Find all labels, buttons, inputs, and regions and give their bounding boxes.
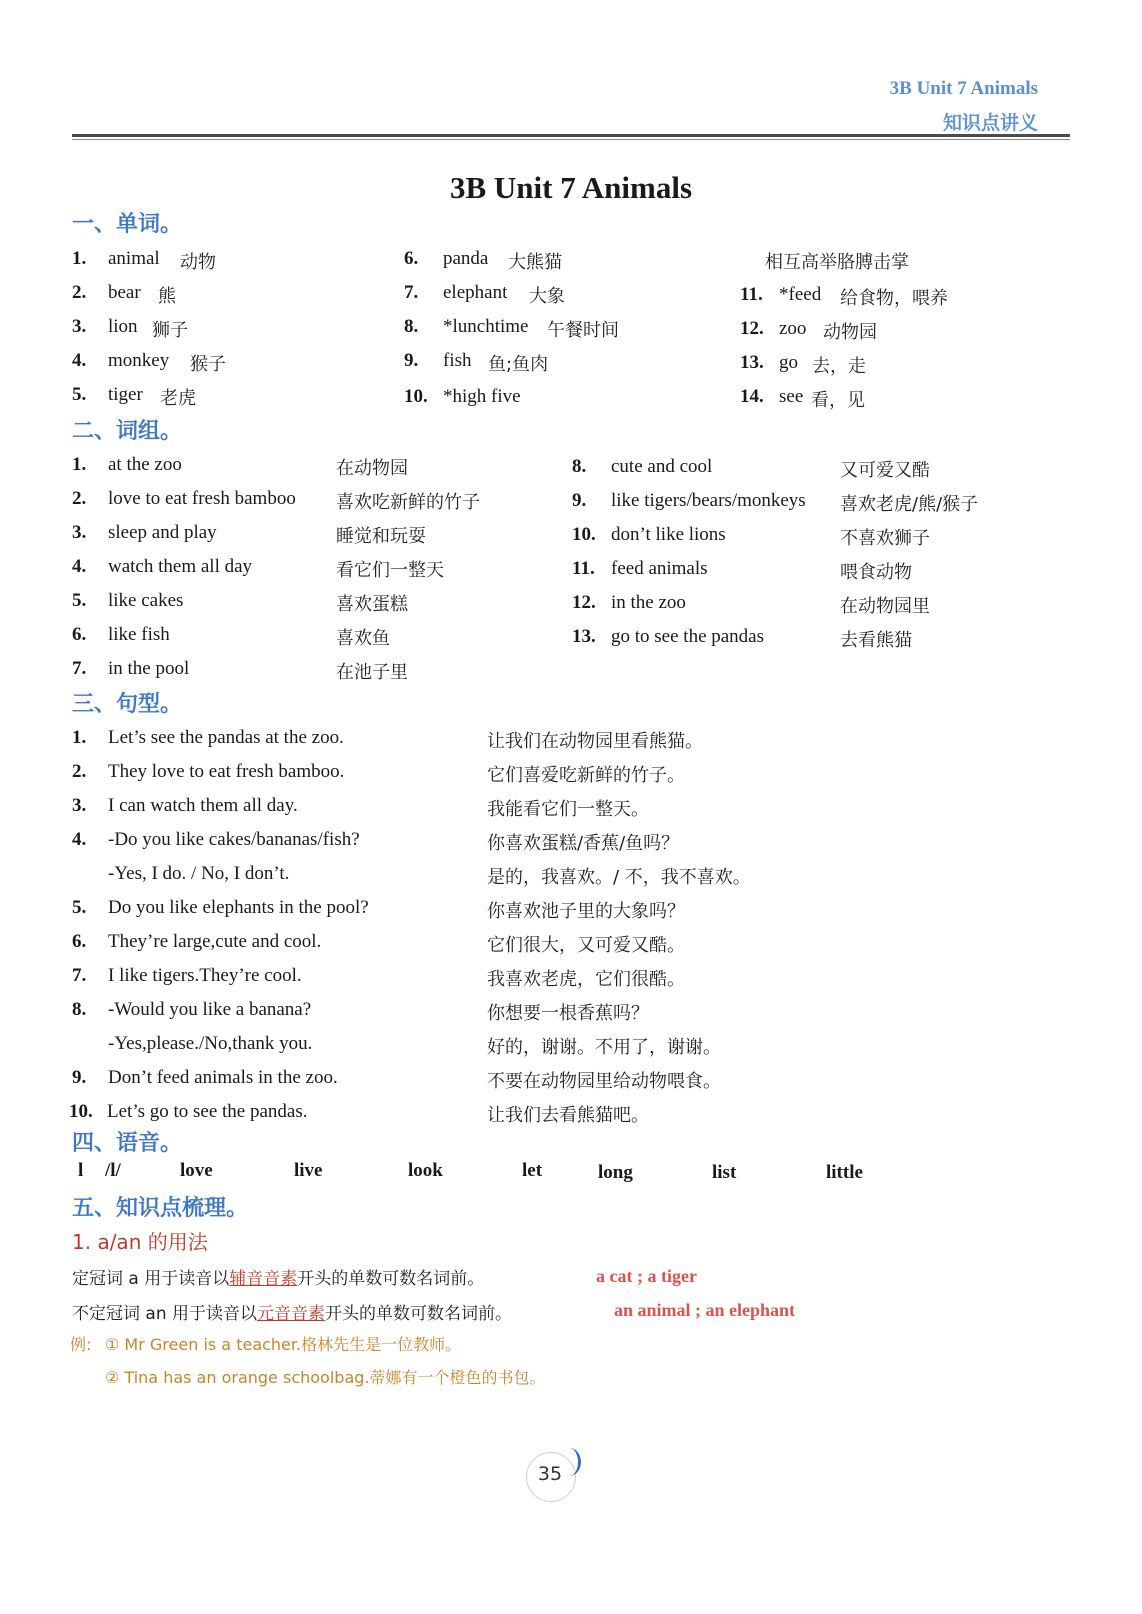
point-title: 1. a/an 的用法 xyxy=(72,1230,208,1254)
word-en: zoo xyxy=(779,318,807,339)
word-zh: 狮子 xyxy=(152,320,188,341)
sentence-en: -Do you like cakes/bananas/fish? xyxy=(108,829,360,850)
phrase-en: like tigers/bears/monkeys xyxy=(611,490,806,511)
phrase-en: in the zoo xyxy=(611,592,686,613)
rule-an-underline: 元音音素 xyxy=(257,1304,325,1324)
word-en: go xyxy=(779,352,798,373)
sentence-en: Don’t feed animals in the zoo. xyxy=(108,1067,338,1088)
phonics-word: look xyxy=(408,1160,443,1181)
phonics-sound: /l/ xyxy=(105,1160,121,1181)
example-1: ① Mr Green is a teacher.格林先生是一位教师。 xyxy=(105,1335,462,1354)
word-en: see xyxy=(779,386,804,407)
sentence-zh: 我能看它们一整天。 xyxy=(487,799,649,820)
rule-a xyxy=(72,1264,484,1289)
word-en: animal xyxy=(108,248,160,269)
sentence-num: 7. xyxy=(72,965,87,986)
word-zh: 老虎 xyxy=(160,388,196,409)
section-phrases-heading: 二、词组。 xyxy=(72,419,183,444)
rule-a-example: a cat ; a tiger xyxy=(596,1266,697,1286)
phrase-num: 4. xyxy=(72,556,87,577)
page-title: 3B Unit 7 Animals xyxy=(449,170,693,205)
header-subtitle: 知识点讲义 xyxy=(942,112,1038,134)
sentence-zh: 它们很大，又可爱又酷。 xyxy=(487,935,685,956)
phrase-en: feed animals xyxy=(611,558,708,579)
word-zh: 相互高举胳膊击掌 xyxy=(765,252,909,273)
word-num: 2. xyxy=(72,282,87,303)
header-rule xyxy=(72,134,1070,137)
phrase-num: 10. xyxy=(572,524,596,545)
phrase-en: love to eat fresh bamboo xyxy=(108,488,296,509)
section-knowledge-heading: 五、知识点梳理。 xyxy=(72,1196,249,1221)
rule-an xyxy=(72,1299,512,1324)
phrase-en: at the zoo xyxy=(108,454,182,475)
section-sentences-heading: 三、句型。 xyxy=(72,692,183,717)
phrase-en: sleep and play xyxy=(108,522,217,543)
sentence-en: -Yes, I do. / No, I don’t. xyxy=(108,863,290,884)
sentence-num: 8. xyxy=(72,999,87,1020)
sentence-en: Do you like elephants in the pool? xyxy=(108,897,369,918)
phonics-word: let xyxy=(522,1160,543,1181)
phrase-num: 13. xyxy=(572,626,596,647)
sentence-zh: 它们喜爱吃新鲜的竹子。 xyxy=(487,765,685,786)
phrase-zh: 看它们一整天 xyxy=(336,560,444,581)
word-en: panda xyxy=(443,248,489,269)
sentence-zh: 是的，我喜欢。/ 不，我不喜欢。 xyxy=(487,867,751,888)
rule-a-before: 定冠词 a 用于读音以 xyxy=(72,1269,230,1289)
phrase-en: like cakes xyxy=(108,590,184,611)
word-zh: 鱼;鱼肉 xyxy=(488,354,549,375)
phrase-num: 6. xyxy=(72,624,87,645)
word-zh: 动物 xyxy=(180,252,216,273)
phrase-num: 7. xyxy=(72,658,87,679)
sentence-zh: 你喜欢蛋糕/香蕉/鱼吗？ xyxy=(487,833,680,854)
word-num: 13. xyxy=(740,352,764,373)
sentence-num: 2. xyxy=(72,761,87,782)
sentence-en: -Would you like a banana? xyxy=(108,999,312,1020)
word-zh: 熊 xyxy=(158,286,176,307)
sentence-zh: 不要在动物园里给动物喂食。 xyxy=(487,1071,721,1092)
word-num: 3. xyxy=(72,316,87,337)
phrase-zh: 喜欢蛋糕 xyxy=(336,594,408,615)
header-rule-thin xyxy=(72,139,1070,140)
phrase-num: 12. xyxy=(572,592,596,613)
phonics-word: live xyxy=(294,1160,323,1181)
phrase-zh: 去看熊猫 xyxy=(840,630,912,651)
word-zh: 大熊猫 xyxy=(508,252,562,273)
word-en: fish xyxy=(443,350,472,371)
word-num: 7. xyxy=(404,282,419,303)
section-words-heading: 一、单词。 xyxy=(72,212,183,237)
section-phonics-heading: 四、语音。 xyxy=(72,1131,183,1156)
phrase-en: cute and cool xyxy=(611,456,713,477)
phrase-num: 2. xyxy=(72,488,87,509)
word-zh: 去，走 xyxy=(812,356,866,377)
word-en: *feed xyxy=(779,284,822,305)
phrase-zh: 睡觉和玩耍 xyxy=(336,526,426,547)
sentence-num: 3. xyxy=(72,795,87,816)
page-number: 35 xyxy=(537,1463,563,1485)
word-en: bear xyxy=(108,282,141,303)
word-en: elephant xyxy=(443,282,508,303)
phrase-en: watch them all day xyxy=(108,556,253,577)
word-zh: 给食物，喂养 xyxy=(840,288,948,309)
rule-a-after: 开头的单数可数名词前。 xyxy=(297,1269,485,1289)
word-en: *lunchtime xyxy=(443,316,529,337)
phrase-zh: 喜欢鱼 xyxy=(336,628,390,649)
sentence-num: 9. xyxy=(72,1067,87,1088)
phrase-num: 9. xyxy=(572,490,587,511)
sentence-en: Let’s go to see the pandas. xyxy=(107,1101,308,1122)
phrase-zh: 又可爱又酷 xyxy=(840,460,930,481)
rule-an-before: 不定冠词 an 用于读音以 xyxy=(72,1304,257,1324)
phrase-zh: 喜欢吃新鲜的竹子 xyxy=(336,492,480,513)
phonics-word: love xyxy=(180,1160,213,1181)
sentence-en: They’re large,cute and cool. xyxy=(108,931,322,952)
word-num: 1. xyxy=(72,248,87,269)
phrase-zh: 在动物园 xyxy=(336,458,408,479)
phrase-num: 8. xyxy=(572,456,587,477)
phrase-zh: 不喜欢狮子 xyxy=(840,528,930,549)
sentence-en: They love to eat fresh bamboo. xyxy=(108,761,345,782)
sentence-en: -Yes,please./No,thank you. xyxy=(108,1033,313,1054)
rule-an-after: 开头的单数可数名词前。 xyxy=(325,1304,512,1324)
word-zh: 大象 xyxy=(529,286,565,307)
example-label: 例: xyxy=(70,1335,92,1354)
word-en: monkey xyxy=(108,350,170,371)
sentence-en: Let’s see the pandas at the zoo. xyxy=(108,727,344,748)
word-num: 11. xyxy=(740,284,763,305)
rule-an-example: an animal ; an elephant xyxy=(614,1300,796,1320)
phrase-zh: 喜欢老虎/熊/猴子 xyxy=(840,494,979,515)
phrase-en: go to see the pandas xyxy=(611,626,765,647)
sentence-num: 10. xyxy=(69,1101,93,1122)
word-num: 8. xyxy=(404,316,419,337)
word-zh: 看，见 xyxy=(811,390,865,411)
sentence-zh: 你喜欢池子里的大象吗？ xyxy=(487,901,685,922)
word-en: tiger xyxy=(108,384,143,405)
phonics-word: list xyxy=(712,1162,737,1183)
phrase-zh: 在动物园里 xyxy=(840,596,930,617)
sentence-zh: 让我们在动物园里看熊猫。 xyxy=(487,731,703,752)
word-zh: 动物园 xyxy=(823,322,877,343)
phrase-num: 3. xyxy=(72,522,87,543)
sentence-num: 5. xyxy=(72,897,87,918)
sentence-num: 6. xyxy=(72,931,87,952)
sentence-zh: 让我们去看熊猫吧。 xyxy=(487,1105,649,1126)
phrase-en: in the pool xyxy=(108,658,190,679)
word-zh: 午餐时间 xyxy=(547,320,619,341)
sentence-zh: 你想要一根香蕉吗？ xyxy=(487,1003,649,1024)
word-num: 12. xyxy=(740,318,764,339)
phrase-num: 5. xyxy=(72,590,87,611)
word-num: 4. xyxy=(72,350,87,371)
phonics-letter: l xyxy=(78,1160,84,1181)
word-num: 14. xyxy=(740,386,764,407)
header-unit-title: 3B Unit 7 Animals xyxy=(889,78,1038,99)
sentence-zh: 好的，谢谢。不用了，谢谢。 xyxy=(487,1037,721,1058)
phrase-zh: 在池子里 xyxy=(336,662,408,683)
word-num: 10. xyxy=(404,386,428,407)
word-zh: 猴子 xyxy=(190,354,226,375)
word-num: 6. xyxy=(404,248,419,269)
phrase-num: 1. xyxy=(72,454,87,475)
phrase-en: like fish xyxy=(108,624,170,645)
word-num: 5. xyxy=(72,384,87,405)
phrase-num: 11. xyxy=(572,558,595,579)
phrase-zh: 喂食动物 xyxy=(840,562,912,583)
rule-a-underline: 辅音音素 xyxy=(229,1269,298,1289)
phrase-en: don’t like lions xyxy=(611,524,726,545)
sentence-num: 4. xyxy=(72,829,87,850)
phonics-word: long xyxy=(598,1162,633,1183)
example-2: ② Tina has an orange schoolbag.蒂娜有一个橙色的书包。 xyxy=(105,1368,546,1387)
sentence-num: 1. xyxy=(72,727,87,748)
sentence-en: I like tigers.They’re cool. xyxy=(108,965,302,986)
word-en: *high five xyxy=(443,386,521,407)
sentence-en: I can watch them all day. xyxy=(108,795,298,816)
word-num: 9. xyxy=(404,350,419,371)
word-en: lion xyxy=(108,316,138,337)
sentence-zh: 我喜欢老虎，它们很酷。 xyxy=(487,969,685,990)
phonics-word: little xyxy=(826,1162,863,1183)
